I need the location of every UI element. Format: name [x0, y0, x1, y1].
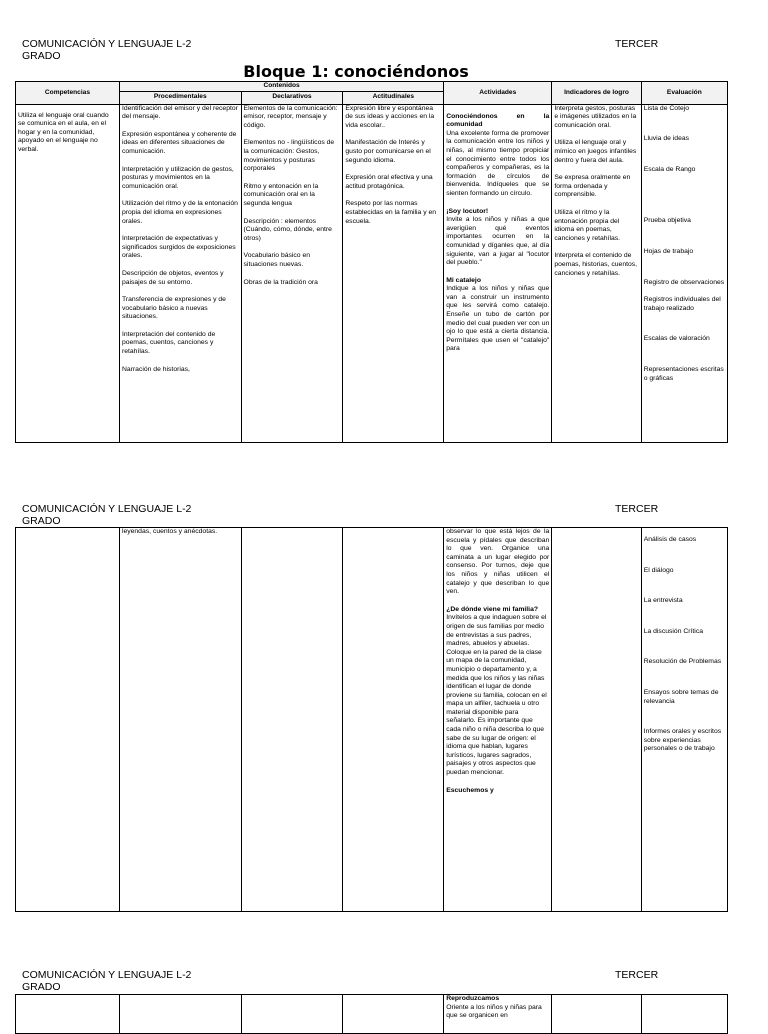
evaluacion-item: Lluvia de ideas	[643, 135, 690, 143]
evaluacion-item: La discusión Crítica	[643, 627, 703, 635]
actividad-title: Conociéndonos en la comunidad	[446, 112, 550, 129]
procedimental-item: Expresión espontánea y coherente de ideas en diferentes situaciones de comunicación.	[121, 130, 237, 155]
header-evaluacion: Evaluación	[641, 82, 727, 105]
evaluacion-item: Lista de Cotejo	[643, 104, 690, 112]
cell-procedimentales	[119, 995, 241, 1034]
procedimental-item: Narración de historias,	[121, 365, 190, 373]
cell-procedimentales	[119, 104, 241, 442]
subject-title: COMUNICACIÓN Y LENGUAJE L-2	[22, 503, 192, 515]
declarativo-item: Vocabulario básico en situaciones nuevas.	[243, 252, 311, 268]
header-contenidos: Contenidos	[119, 82, 443, 92]
plan-table-page2	[15, 527, 728, 912]
cell-indicadores	[552, 104, 641, 442]
actividad-text: observar lo que está lejos de la escuela y pídales que describan lo que ven. Organice una caminata a un lugar elegido por consenso. Por turnos, deje que los niños y niñas utilicen el catalejo y que describan lo que ven.	[446, 528, 550, 596]
evaluacion-item: La entrevista	[643, 597, 683, 605]
actitudinal-item: Respeto por las normas establecidas en la familia y en escuela.	[345, 200, 437, 225]
header-actitudinales: Actitudinales	[343, 91, 444, 104]
indicador-item: Utiliza el lenguaje oral y mímico en juegos infantiles dentro y fuera del aula.	[554, 139, 637, 164]
grade-word: TERCER	[615, 503, 659, 515]
page-header	[22, 503, 742, 527]
procedimental-item: Identificación del emisor y del receptor del mensaje.	[121, 104, 238, 121]
actitudinal-item: Expresión oral efectiva y una actitud protagónica.	[345, 174, 433, 190]
cell-evaluacion	[641, 995, 727, 1034]
actividad-title: ¿De dónde viene mi familia?	[446, 605, 538, 613]
plan-table-page1	[15, 81, 728, 443]
evaluacion-item: Escalas de valoración	[643, 335, 710, 343]
actividad-text: Invite a los niños y niñas a que averigüen qué eventos importantes ocurren en la comunidad y díganles que, al día siguiente, van a jugar al "locutor del pueblo."	[446, 216, 550, 267]
header-indicadores: Indicadores de logro	[552, 82, 641, 105]
cell-declarativos	[241, 528, 343, 912]
header-competencias: Competencias	[16, 82, 120, 105]
procedimental-item: Interpretación y utilización de gestos, posturas y movimientos en la comunicación oral.	[121, 165, 234, 190]
cell-actitudinales	[343, 995, 444, 1034]
evaluacion-item: Resolución de Problemas	[643, 658, 722, 666]
header-procedimentales: Procedimentales	[119, 91, 241, 104]
evaluacion-item: El diálogo	[643, 566, 674, 574]
actitudinal-item: Expresión libre y espontánea de sus ideas y acciones en la vida escolar..	[345, 104, 435, 129]
actividad-text: Una excelente forma de promover la comunicación entre los niños y niñas, al mismo tiempo propiciar el conocimiento entre todos los compañeros y compañeras, es la formación de círculos de bienvenida. Indíqueles que se sienten formando un círculo.	[446, 129, 550, 197]
grade-word: TERCER	[615, 969, 659, 981]
declarativo-item: Elementos de la comunicación: emisor, receptor, mensaje y código.	[243, 104, 338, 129]
procedimental-item: Transferencia de expresiones y de vocabulario básico a nuevas situaciones.	[121, 296, 226, 321]
header-declarativos: Declarativos	[241, 91, 343, 104]
cell-evaluacion	[641, 528, 727, 912]
actividad-title: Escuchemos y	[446, 786, 494, 794]
declarativo-item: Descripción : elementos (Cuándo, cómo, dónde, entre otros)	[243, 217, 332, 242]
indicador-item: Interpreta el contenido de poemas, historias, cuentos, canciones y retahílas.	[554, 252, 638, 277]
evaluacion-item: Hojas de trabajo	[643, 247, 694, 255]
cell-procedimentales	[119, 528, 241, 912]
cell-actitudinales	[343, 528, 444, 912]
block-title: Bloque 1: conociéndonos	[243, 62, 469, 81]
cell-declarativos	[241, 104, 343, 442]
page-header	[22, 38, 742, 62]
competencias-text: Utiliza el lenguaje oral cuando se comunica en el aula, en el hogar y en la comunidad, apoyado en el lenguaje no verbal.	[18, 111, 109, 153]
cell-actividades	[444, 995, 552, 1034]
cell-actitudinales	[343, 104, 444, 442]
evaluacion-item: Ensayos sobre temas de relevancia	[643, 688, 719, 705]
subject-title: COMUNICACIÓN Y LENGUAJE L-2	[22, 38, 192, 50]
procedimental-item: Interpretación de expectativas y significados surgidos de exposiciones orales.	[121, 235, 236, 260]
evaluacion-item: Registro de observaciones	[643, 278, 725, 286]
header-actividades: Actividades	[444, 82, 552, 105]
procedimental-item: Interpretación del contenido de poemas, cuentos, canciones y retahílas.	[121, 330, 216, 356]
declarativo-item: Obras de la tradición ora	[243, 278, 318, 286]
actividad-title: ¡Soy locutor!	[446, 207, 489, 215]
grade-label: GRADO	[22, 50, 61, 62]
plan-table-page3	[15, 994, 728, 1034]
actividad-title: Mi catalejo	[446, 276, 481, 284]
cell-competencias	[16, 104, 120, 442]
evaluacion-item: Registros individuales del trabajo realizado	[643, 296, 721, 312]
cell-competencias	[16, 528, 120, 912]
evaluacion-item: Análisis de casos	[643, 536, 697, 543]
indicador-item: Utiliza el ritmo y la entonación propia del idioma en poemas, canciones y retahílas.	[554, 208, 621, 242]
actividad-title: Reproduzcamos	[446, 995, 500, 1002]
subject-title: COMUNICACIÓN Y LENGUAJE L-2	[22, 969, 192, 981]
cell-actividades	[444, 104, 552, 442]
actividad-text: Oriente a los niños y niñas para que se organicen en	[446, 1003, 542, 1020]
procedimental-item: Descripción de objetos, eventos y paisajes de su entorno.	[121, 269, 224, 286]
cell-actividades	[444, 528, 552, 912]
declarativo-item: Elementos no - lingüísticos de la comunicación: Gestos, movimientos y posturas corporales	[243, 139, 335, 173]
evaluacion-item: Prueba objetiva	[643, 217, 691, 225]
cell-indicadores	[552, 528, 641, 912]
page-header	[22, 969, 742, 993]
evaluacion-item: Representaciones escritas o gráficas	[643, 365, 724, 382]
grade-label: GRADO	[22, 515, 61, 527]
indicador-item: Se expresa oralmente en forma ordenada y comprensible.	[554, 174, 631, 199]
cell-evaluacion	[641, 104, 727, 442]
actitudinal-item: Manifestación de Interés y gusto por comunicarse en el segundo idioma.	[345, 139, 431, 164]
grade-word: TERCER	[615, 38, 659, 50]
procedimental-item: leyendas, cuentos y anécdotas.	[121, 528, 218, 535]
grade-label: GRADO	[22, 981, 61, 993]
cell-competencias	[16, 995, 120, 1034]
evaluacion-item: Escala de Rango	[643, 165, 696, 173]
declarativo-item: Ritmo y entonación en la comunicación oral en la segunda lengua	[243, 182, 319, 207]
procedimental-item: Utilización del ritmo y de la entonación propia del idioma en expresiones orales.	[121, 200, 238, 225]
actividad-text: Invítelos a que indaguen sobre el origen de sus familias por medio de entrevistas a sus padres, madres, abuelos y abuelas. Coloque en la pared de la clase un mapa de la comunidad, municipio o departamento y, a medida que los niños y las niñas identifican el lugar de donde proviene su familia, colocan en el mapa un alfiler, tachuela u otro material disponible para señalarlo. Es importante que cada niño o niña describa lo que sabe de su lugar de origen: el idioma que hablan, lugares turísticos, lugares sagrados, paisajes y otros aspectos que puedan mencionar.	[446, 614, 547, 777]
evaluacion-item: Informes orales y escritos sobre experiencias personales o de trabajo	[643, 728, 722, 753]
cell-declarativos	[241, 995, 343, 1034]
indicador-item: Interpreta gestos, posturas e imágenes utilizados en la comunicación oral.	[554, 104, 637, 129]
cell-indicadores	[552, 995, 641, 1034]
actividad-text: Indique a los niños y niñas que van a construir un instrumento que les servirá como catalejo. Enseñe un tubo de cartón por medio del cual pueden ver con un ojo lo que está a cierta distancia. Permítales que usen el "catalejo" para	[446, 285, 550, 353]
